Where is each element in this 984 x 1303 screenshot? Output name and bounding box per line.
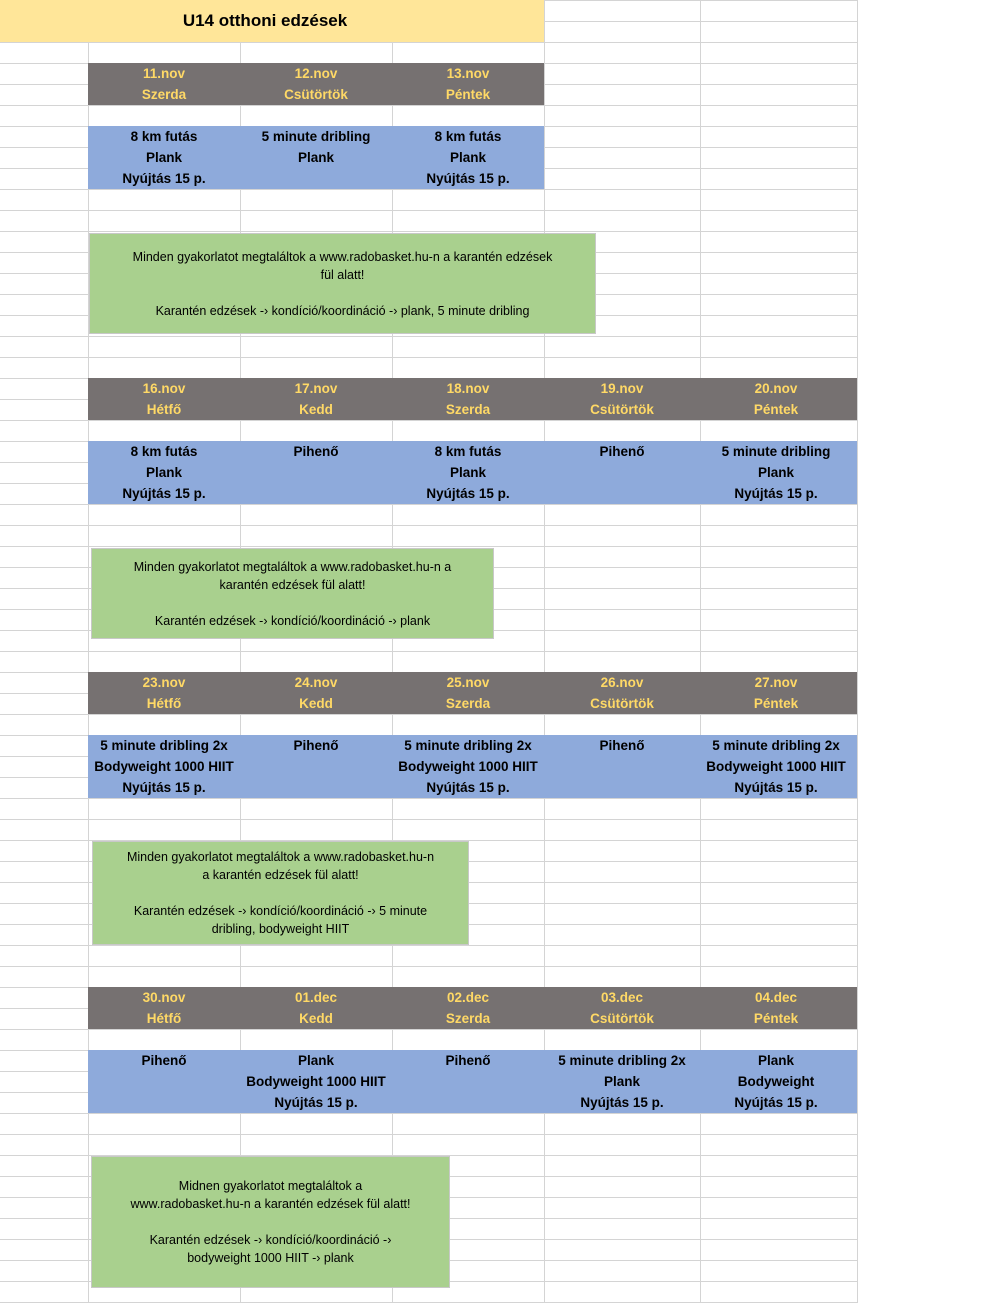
activity-item: Nyújtás 15 p. xyxy=(122,486,206,501)
activity-item: Nyújtás 15 p. xyxy=(734,780,818,795)
activity-item: 5 minute dribling 2x xyxy=(404,738,532,753)
grid-row-line xyxy=(0,1113,858,1114)
activity-item: 8 km futás xyxy=(434,444,502,459)
day-header-cell[interactable] xyxy=(240,378,392,420)
week-header-row xyxy=(88,987,857,1029)
day-activities-cell[interactable] xyxy=(546,1050,698,1113)
grid-row-line xyxy=(0,945,858,946)
sheet-title-cell[interactable] xyxy=(0,0,544,42)
day-activities-cell[interactable] xyxy=(392,1050,544,1113)
note-text-line: karantén edzések fül alatt! xyxy=(219,577,366,592)
day-activities-cell[interactable] xyxy=(240,735,392,798)
activity-item: 5 minute dribling 2x xyxy=(712,738,840,753)
activity-item: 5 minute dribling 2x xyxy=(100,738,228,753)
activity-item: Bodyweight 1000 HIIT xyxy=(94,759,234,774)
day-date: 16.nov xyxy=(142,381,186,396)
day-date: 20.nov xyxy=(754,381,798,396)
day-date: 03.dec xyxy=(600,990,644,1005)
day-name: Csütörtök xyxy=(590,402,654,417)
activity-item: Nyújtás 15 p. xyxy=(122,171,206,186)
week-header-row xyxy=(88,378,857,420)
day-header-cell[interactable] xyxy=(240,987,392,1029)
grid-row-line xyxy=(0,798,858,799)
note-text-line: Minden gyakorlatot megtaláltok a www.radobasket.hu-n xyxy=(126,850,435,864)
day-date: 27.nov xyxy=(754,675,798,690)
day-header-cell[interactable] xyxy=(392,378,544,420)
activity-item: Bodyweight 1000 HIIT xyxy=(398,759,538,774)
grid-row-line xyxy=(0,357,858,358)
week-info-note[interactable] xyxy=(91,548,494,639)
day-activities-cell[interactable] xyxy=(88,1050,240,1113)
activity-item: Plank xyxy=(297,1053,335,1068)
day-header-cell[interactable] xyxy=(546,378,698,420)
day-header-cell[interactable] xyxy=(700,378,852,420)
activity-item: Pihenő xyxy=(141,1053,187,1068)
day-name: Szerda xyxy=(445,1011,491,1026)
day-date: 17.nov xyxy=(294,381,338,396)
activity-item: Pihenő xyxy=(293,738,339,753)
grid-col-line xyxy=(857,0,858,1303)
activity-item: Bodyweight 1000 HIIT xyxy=(706,759,846,774)
activity-item: Pihenő xyxy=(599,738,645,753)
note-path-line: bodyweight 1000 HIIT -› plank xyxy=(187,1251,354,1265)
day-activities-cell[interactable] xyxy=(392,735,544,798)
week-activities-row xyxy=(88,441,857,504)
activity-item: Nyújtás 15 p. xyxy=(122,780,206,795)
day-activities-cell[interactable] xyxy=(240,126,392,189)
week-info-note[interactable] xyxy=(91,1156,450,1288)
grid-row-line xyxy=(0,189,858,190)
day-name: Péntek xyxy=(753,402,799,417)
activity-item: Pihenő xyxy=(293,444,339,459)
week-activities-row xyxy=(88,735,857,798)
day-header-cell[interactable] xyxy=(392,672,544,714)
day-date: 13.nov xyxy=(446,66,490,81)
activity-item: 5 minute dribling 2x xyxy=(558,1053,686,1068)
day-activities-cell[interactable] xyxy=(700,735,852,798)
day-name: Szerda xyxy=(445,696,491,711)
activity-item: Plank xyxy=(145,465,183,480)
grid-row-line xyxy=(0,504,858,505)
day-activities-cell[interactable] xyxy=(240,441,392,504)
activity-item: Plank xyxy=(297,150,335,165)
day-date: 26.nov xyxy=(600,675,644,690)
day-activities-cell[interactable] xyxy=(392,126,544,189)
week-activities-row xyxy=(88,1050,857,1113)
day-activities-cell[interactable] xyxy=(700,441,852,504)
activity-item: Plank xyxy=(449,465,487,480)
day-date: 19.nov xyxy=(600,381,644,396)
day-date: 25.nov xyxy=(446,675,490,690)
day-name: Kedd xyxy=(299,696,333,711)
day-name: Kedd xyxy=(299,1011,333,1026)
day-date: 04.dec xyxy=(754,990,798,1005)
day-header-cell[interactable] xyxy=(392,63,544,105)
activity-item: Nyújtás 15 p. xyxy=(274,1095,358,1110)
day-activities-cell[interactable] xyxy=(88,735,240,798)
grid-row-line xyxy=(0,1134,858,1135)
day-activities-cell[interactable] xyxy=(88,441,240,504)
day-activities-cell[interactable] xyxy=(392,441,544,504)
grid-row-line xyxy=(0,336,858,337)
activity-item: Pihenő xyxy=(599,444,645,459)
day-header-cell[interactable] xyxy=(700,672,852,714)
day-activities-cell[interactable] xyxy=(546,441,698,504)
grid-row-line xyxy=(0,210,858,211)
grid-row-line xyxy=(0,42,858,43)
note-text-line: Minden gyakorlatot megtaláltok a www.radobasket.hu-n a xyxy=(133,559,452,574)
day-name: Hétfő xyxy=(146,402,182,417)
activity-item: Plank xyxy=(603,1074,641,1089)
note-text-line: Midnen gyakorlatot megtaláltok a xyxy=(178,1179,363,1193)
sheet-title: U14 otthoni edzések xyxy=(182,11,348,30)
day-header-cell[interactable] xyxy=(88,987,240,1029)
note-text-line: fül alatt! xyxy=(320,267,365,282)
day-date: 23.nov xyxy=(142,675,186,690)
day-header-cell[interactable] xyxy=(546,672,698,714)
activity-item: Nyújtás 15 p. xyxy=(426,780,510,795)
day-header-cell[interactable] xyxy=(392,987,544,1029)
day-date: 01.dec xyxy=(294,990,338,1005)
note-path-line: Karantén edzések -› kondíció/koordináció -› xyxy=(149,1233,392,1247)
day-date: 30.nov xyxy=(142,990,186,1005)
day-header-cell[interactable] xyxy=(88,63,240,105)
day-header-cell[interactable] xyxy=(88,378,240,420)
grid-row-line xyxy=(0,420,858,421)
grid-row-line xyxy=(0,819,858,820)
activity-item: Pihenő xyxy=(445,1053,491,1068)
day-name: Péntek xyxy=(753,696,799,711)
day-header-cell[interactable] xyxy=(546,987,698,1029)
activity-item: 8 km futás xyxy=(130,129,198,144)
day-name: Hétfő xyxy=(146,696,182,711)
week-header-row xyxy=(88,63,544,105)
activity-item: Plank xyxy=(145,150,183,165)
day-name: Szerda xyxy=(141,87,187,102)
day-name: Szerda xyxy=(445,402,491,417)
note-path-line: Karantén edzések -› kondíció/koordináció -› plank, 5 minute dribling xyxy=(155,303,530,318)
week-header-row xyxy=(88,672,857,714)
day-header-cell[interactable] xyxy=(240,672,392,714)
activity-item: Nyújtás 15 p. xyxy=(426,171,510,186)
day-activities-cell[interactable] xyxy=(88,126,240,189)
day-date: 11.nov xyxy=(142,66,186,81)
activity-item: Plank xyxy=(449,150,487,165)
day-header-cell[interactable] xyxy=(240,63,392,105)
note-text-line: a karantén edzések fül alatt! xyxy=(202,868,359,882)
week-activities-row xyxy=(88,126,544,189)
note-text-line: Minden gyakorlatot megtaláltok a www.radobasket.hu-n a karantén edzések xyxy=(132,249,553,264)
activity-item: Nyújtás 15 p. xyxy=(734,1095,818,1110)
activity-item: Nyújtás 15 p. xyxy=(580,1095,664,1110)
day-header-cell[interactable] xyxy=(700,987,852,1029)
activity-item: 5 minute dribling xyxy=(721,444,831,459)
day-name: Péntek xyxy=(753,1011,799,1026)
grid-row-line xyxy=(0,1029,858,1030)
activity-item: Nyújtás 15 p. xyxy=(734,486,818,501)
activity-item: Plank xyxy=(757,1053,795,1068)
activity-item: Bodyweight 1000 HIIT xyxy=(246,1074,386,1089)
day-date: 24.nov xyxy=(294,675,338,690)
note-text-line: www.radobasket.hu-n a karantén edzések fül alatt! xyxy=(130,1197,411,1211)
note-path-line: Karantén edzések -› kondíció/koordináció -› 5 minute xyxy=(133,904,428,918)
note-path-line: dribling, bodyweight HIIT xyxy=(211,922,350,936)
day-name: Hétfő xyxy=(146,1011,182,1026)
activity-item: Bodyweight xyxy=(737,1074,815,1089)
day-activities-cell[interactable] xyxy=(700,1050,852,1113)
day-date: 18.nov xyxy=(446,381,490,396)
grid-row-line xyxy=(0,651,858,652)
day-header-cell[interactable] xyxy=(88,672,240,714)
week-info-note[interactable] xyxy=(89,233,596,334)
activity-item: 8 km futás xyxy=(434,129,502,144)
day-name: Péntek xyxy=(445,87,491,102)
activity-item: Nyújtás 15 p. xyxy=(426,486,510,501)
note-path-line: Karantén edzések -› kondíció/koordináció -› plank xyxy=(154,613,431,628)
grid-row-line xyxy=(0,966,858,967)
grid-row-line xyxy=(0,714,858,715)
grid-row-line xyxy=(0,546,858,547)
day-date: 02.dec xyxy=(446,990,490,1005)
grid-row-line xyxy=(0,525,858,526)
activity-item: 8 km futás xyxy=(130,444,198,459)
day-activities-cell[interactable] xyxy=(240,1050,392,1113)
activity-item: 5 minute dribling xyxy=(261,129,371,144)
day-date: 12.nov xyxy=(294,66,338,81)
day-activities-cell[interactable] xyxy=(546,735,698,798)
day-name: Csütörtök xyxy=(590,696,654,711)
grid-row-line xyxy=(0,105,858,106)
week-info-note[interactable] xyxy=(92,841,469,945)
day-name: Csütörtök xyxy=(590,1011,654,1026)
day-name: Csütörtök xyxy=(284,87,348,102)
grid-row-line xyxy=(0,231,858,232)
day-name: Kedd xyxy=(299,402,333,417)
activity-item: Plank xyxy=(757,465,795,480)
